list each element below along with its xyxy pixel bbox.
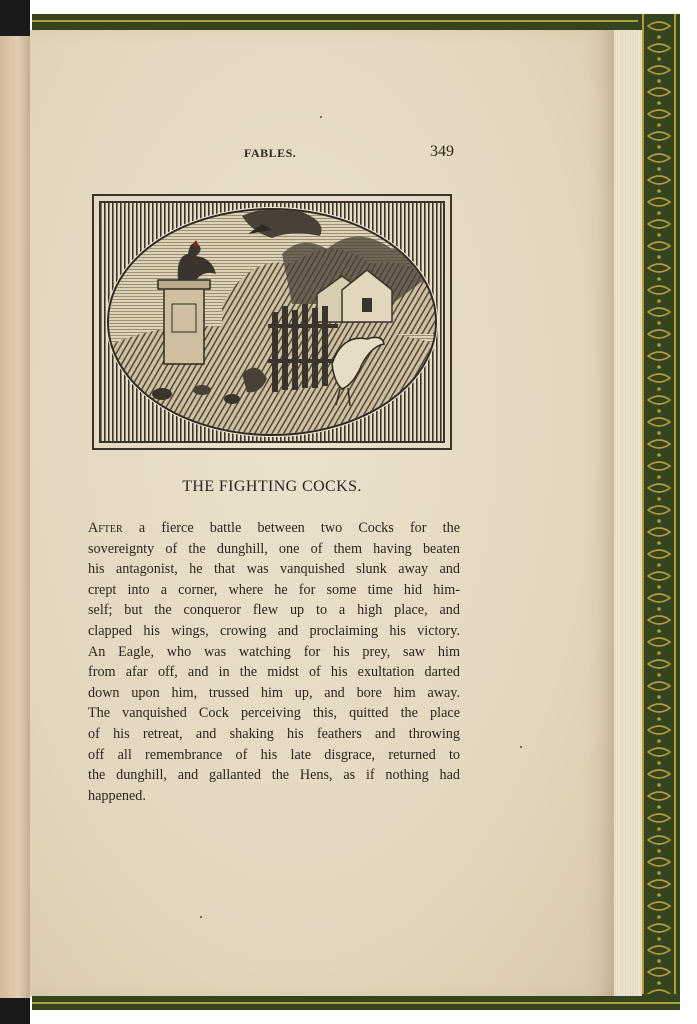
body-line: off all remembrance of his late disgrace, returned to — [88, 746, 460, 763]
body-line: the dunghill, and gallanted the Hens, as if nothing had — [88, 767, 460, 784]
body-line: The vanquished Cock perceiving this, quitted the place — [88, 705, 460, 722]
cover-gilt-pattern — [638, 14, 680, 1010]
body-line: from afar off, and in the midst of his exultation darted — [88, 664, 460, 681]
paper-speck — [320, 116, 322, 118]
lead-word: After — [88, 520, 123, 536]
fable-body — [88, 518, 460, 806]
body-line: his antagonist, he that was vanquished slunk away and — [88, 561, 460, 578]
body-line: happened. — [88, 787, 146, 804]
paper-speck — [200, 916, 202, 918]
fable-title: THE FIGHTING COCKS. — [182, 478, 362, 495]
book-page — [30, 30, 614, 996]
body-line: down upon him, trussed him up, and bore him away. — [88, 684, 460, 701]
cover-bottom-tooling — [32, 994, 680, 1010]
body-line: clapped his wings, crowing and proclaiming his victory. — [88, 622, 460, 639]
page-number: 349 — [430, 143, 454, 160]
body-line: of his retreat, and shaking his feathers and throwing — [88, 725, 460, 742]
facing-page-edge — [0, 36, 30, 998]
body-line: self; but the conqueror flew up to a high place, and — [88, 602, 460, 619]
paper-speck — [520, 746, 522, 748]
body-line: sovereignty of the dunghill, one of them having beaten — [88, 540, 460, 557]
body-line: After a fierce battle between two Cocks for the — [88, 520, 460, 536]
body-line: An Eagle, who was watching for his prey, saw him — [88, 643, 460, 660]
running-head: FABLES. — [244, 146, 297, 160]
body-line: crept into a corner, where he for some time hid him- — [88, 581, 460, 598]
woodcut-illustration — [92, 194, 452, 450]
